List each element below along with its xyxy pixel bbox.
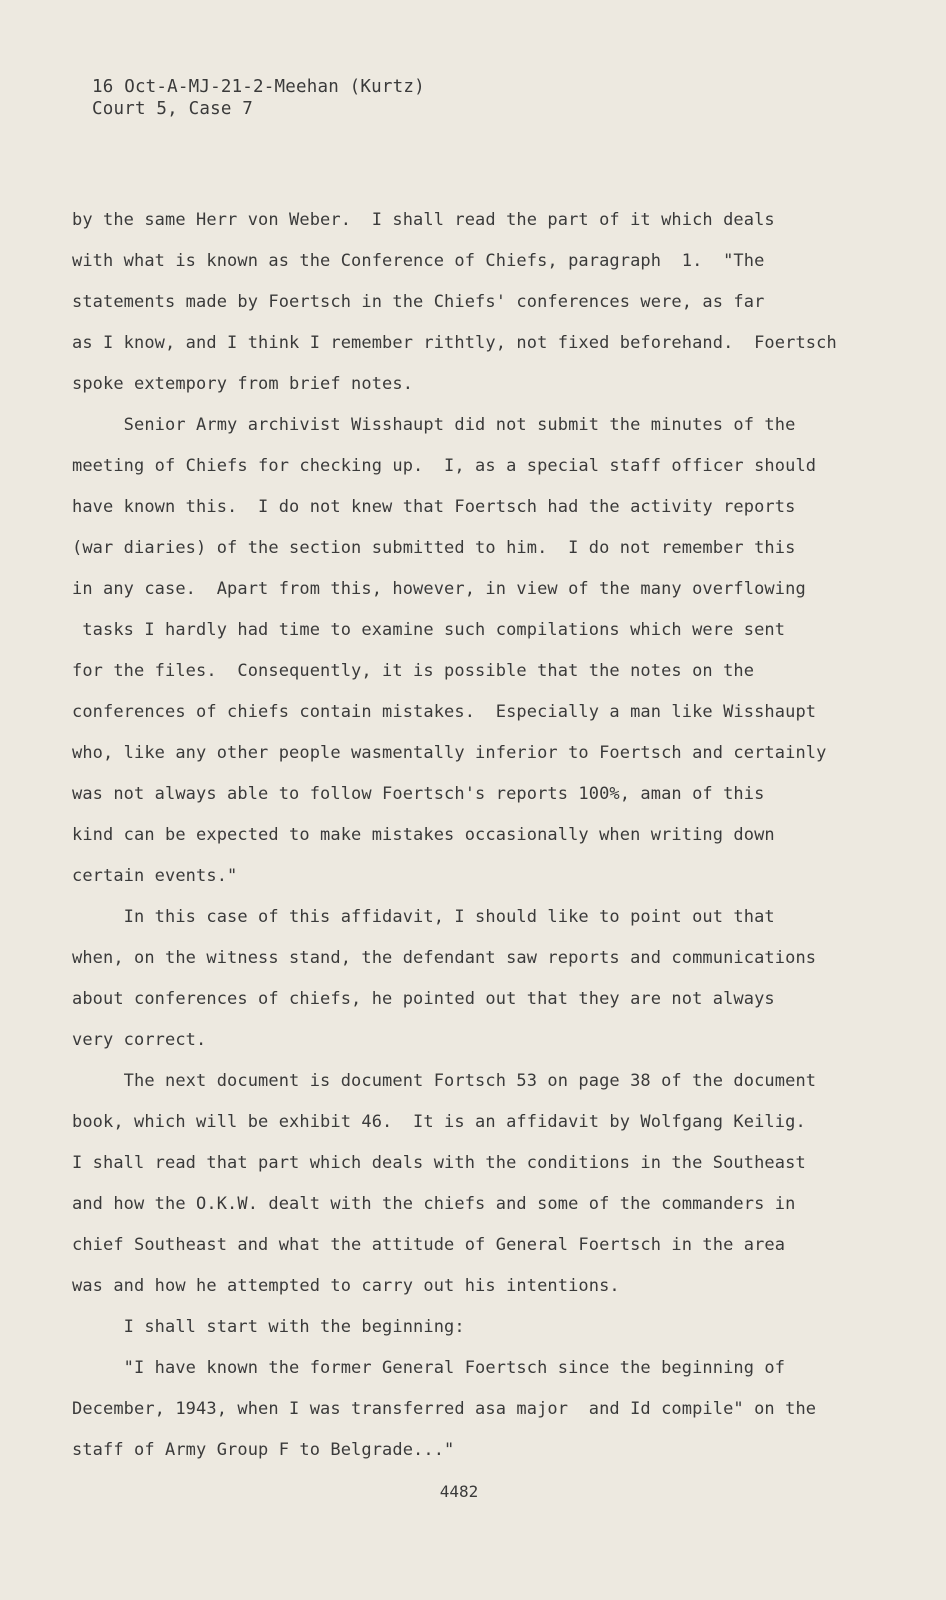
page-number: 4482 bbox=[439, 1482, 479, 1501]
text-line: December, 1943, when I was transferred asa major and Id compile" on the bbox=[72, 1399, 817, 1419]
text-line: staff of Army Group F to Belgrade..." bbox=[72, 1440, 455, 1460]
header-reference: 16 Oct-A-MJ-21-2-Meehan (Kurtz) bbox=[92, 77, 425, 97]
page-footer bbox=[0, 1482, 946, 1501]
text-line: have known this. I do not knew that Foertsch had the activity reports bbox=[72, 497, 796, 517]
text-line: The next document is document Fortsch 53 on page 38 of the document bbox=[72, 1071, 817, 1091]
text-line: was not always able to follow Foertsch's reports 100%, aman of this bbox=[72, 784, 765, 804]
paragraph-5 bbox=[72, 1307, 862, 1348]
text-line: when, on the witness stand, the defendant saw reports and communications bbox=[72, 948, 817, 968]
text-line: by the same Herr von Weber. I shall read the part of it which deals bbox=[72, 210, 775, 230]
text-line: in any case. Apart from this, however, in view of the many overflowing bbox=[72, 579, 806, 599]
text-line: I shall read that part which deals with the conditions in the Southeast bbox=[72, 1153, 806, 1173]
paragraph-4 bbox=[72, 1061, 862, 1307]
document-header bbox=[92, 76, 425, 120]
text-line: very correct. bbox=[72, 1030, 207, 1050]
text-line: statements made by Foertsch in the Chiefs' conferences were, as far bbox=[72, 292, 765, 312]
text-line: meeting of Chiefs for checking up. I, as a special staff officer should bbox=[72, 456, 817, 476]
text-line: book, which will be exhibit 46. It is an affidavit by Wolfgang Keilig. bbox=[72, 1112, 806, 1132]
text-line: spoke extempory from brief notes. bbox=[72, 374, 414, 394]
text-line: I shall start with the beginning: bbox=[72, 1317, 465, 1337]
text-line: Senior Army archivist Wisshaupt did not submit the minutes of the bbox=[72, 415, 796, 435]
text-line: kind can be expected to make mistakes occasionally when writing down bbox=[72, 825, 775, 845]
text-line: for the files. Consequently, it is possible that the notes on the bbox=[72, 661, 755, 681]
text-line: was and how he attempted to carry out his intentions. bbox=[72, 1276, 620, 1296]
text-line: as I know, and I think I remember rithtly, not fixed beforehand. Foertsch bbox=[72, 333, 837, 353]
text-line: tasks I hardly had time to examine such compilations which were sent bbox=[72, 620, 786, 640]
text-line: certain events." bbox=[72, 866, 238, 886]
paragraph-2 bbox=[72, 405, 862, 897]
text-line: and how the O.K.W. dealt with the chiefs and some of the commanders in bbox=[72, 1194, 796, 1214]
text-line: "I have known the former General Foertsch since the beginning of bbox=[72, 1358, 786, 1378]
text-line: with what is known as the Conference of Chiefs, paragraph 1. "The bbox=[72, 251, 765, 271]
text-line: conferences of chiefs contain mistakes. Especially a man like Wisshaupt bbox=[72, 702, 817, 722]
text-line: who, like any other people wasmentally inferior to Foertsch and certainly bbox=[72, 743, 827, 763]
document-body bbox=[72, 200, 862, 1471]
text-line: chief Southeast and what the attitude of General Foertsch in the area bbox=[72, 1235, 786, 1255]
text-line: In this case of this affidavit, I should like to point out that bbox=[72, 907, 775, 927]
paragraph-1 bbox=[72, 200, 862, 405]
paragraph-3 bbox=[72, 897, 862, 1061]
paragraph-6 bbox=[72, 1348, 862, 1471]
text-line: about conferences of chiefs, he pointed out that they are not always bbox=[72, 989, 775, 1009]
text-line: (war diaries) of the section submitted to him. I do not remember this bbox=[72, 538, 796, 558]
header-court-case: Court 5, Case 7 bbox=[92, 99, 254, 119]
